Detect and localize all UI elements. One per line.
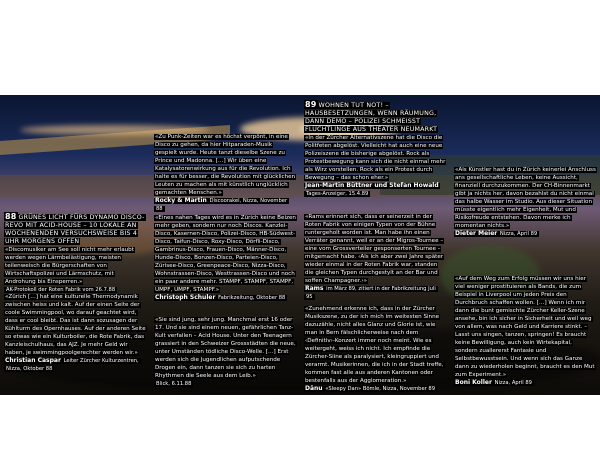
year-heading-text: GRÜNES LICHT FÜRS DYNAMO DISCO-REVO MIT ACID-HOUSE – 10 LOKALE AN WOCHENENDEN VERSUCHSWEISE BIS 4 UHR MORGENS OFFEN [5,214,145,245]
byline-source: «Sleepy Dan» Bömle, Nizza, November 89 [325,386,436,392]
byline-source: Nizza, April 89 [494,380,532,386]
quote-byline [304,182,446,198]
quote-byline [304,385,446,393]
quote-block [304,213,446,301]
byline [454,231,539,237]
quote-text-text: «Discomusiker am See soll nicht mehr erlaubt werden wegen Lärmbelästigung, meisten teilenweisch die Bürgerschaften von Wirtschaftspolizei und Lärmschutz, mit Androhung bis Einsperren.» [5,247,134,285]
byline-source: im März 89, zitiert in der Fabrikzeitung Juli 95 [306,286,436,300]
quote-block [4,213,146,294]
quote-byline [454,379,596,387]
quote-text-text: «Eines nahen Tages wird es in Zürich keine Beizen mehr geben, sondern nur noch Discos. Kanzlei-Disco, Kasernen-Disco, Polizei-Disco, HB-Südwest-Disco, Taifun-Disco, Roxy-Disco, Dörfli-Disco, Gambrinus-Disco, Frauen-Disco, Männer-Disco, Hunde-Disco, Bonzen-Disco, Parteien-Disco, Zürisee-Disco, Greenpeace-Disco, Nizza-Disco, Wohnstrassen-Disco, Westtrassen-Disco und noch ein paar andere mehr. STAMPF, STAMPF, STAMPF, UMPF, UMPF, STAMPF.» [155,215,296,293]
quote-block [154,214,296,302]
quote-block [304,305,446,393]
byline-source: Fabrikzeitung, Oktober 88 [218,295,286,301]
byline-name: Rams [305,285,324,292]
quote-text-text: «In der Zürcher Alternativszene hat die Disco die Politfeten abgelöst. Vielleicht hat auch eine neue Polizeiszene die bisherige abgelöst. Rock als Protestbewegung kann sich die nicht einmal mehr als Wirz vorstellen. Rock als ein Protest durch Bewegung – das schon eher.» [305,135,446,181]
quote-text-text: «Zürich […] hat eine kulturelle Thermodynamik zwischen heiss und kalt. Auf der einen Seite der coole Swimmingpool, wo darauf geachtet wird, dass er cool bleibt. Das ist dann sozusagen der Kühlturm des Opernhauses. Auf der anderen Seite so etwas wie ein Kulturboiler, die Rote Fabrik, das Kanzleischulhaus, das AJZ. Je mehr Geld wir haben, je swimmingpoolgerechter werden wir.» [5,294,146,356]
quote-text [154,214,296,294]
byline-name: Boni Koller [455,379,492,386]
byline [154,295,287,301]
byline [304,286,438,300]
quote-byline [4,357,146,373]
quote-byline [154,197,296,213]
quote-text-text: «Rams erinnert sich, dass er seinerzeit in der Roten Fabrik von einigen Typen von der Bühne runtergeholt worden ist. Man habe ihn einen Verräter genannt, weil er an der Migros-Tournee – eine vom Grossverteiler gesponserten Tournee – mitgemacht habe. ‹Als ich aber zwei Jahre später wieder einmal in der Roten Fabrik war, standen die gleichen Typen durchgestylt an der Bar und soffen Champagner.›» [305,214,444,284]
byline [454,380,534,386]
byline [304,183,440,197]
quote-text [304,305,446,385]
quote-text-text: «Zu Punk-Zeiten war es höchst verpönt, in eine Disco zu gehen, da hier Hitparaden-Musik gespielt wurde. Heute tanzt dieselbe Szene zu Prince und Madonna. […] Wir üben eine Katalysatorenwirkung aus für die Revolution. Ich halte es für besser, die Revolution mit glücklichen Leuten zu machen als mit künstlich unglücklich gemachten Menschen.» [155,134,296,196]
quote-text-text: «Auf dem Weg zum Erfolg müssen wir uns hier viel weniger prostituieren als Bands, die zum Beispiel in Liverpool um jeden Preis den Durchbruch schaffen wollen. […] Wenn ich mir dann die bunt gemischte Zürcher Keller-Szene ansehe, bin ich sicher in Sicherheit und weil weg von allem, was nach Geld und Karriere stinkt. – Lasst uns singen, tanzen, springen! Es braucht keine Bewilligung, auch kein Wirtekapital, sondern zuallererst Fantasie und Selbstbewusstsein. Und wenn sich das Ganze dann zu wiederholen beginnt, braucht es den Mut zum Experiment.» [455,276,595,378]
quote-text-text: «Als Künstler hast du in Zürich keinerlei Anschluss ans gesellschaftliche Leben, keine Aussicht, finanziell durchzukommen. Der CH-Binnenmarkt gibt ja nichts her, davon bezahlst du nicht einmal das halbe Wasser im Studio. Aus dieser Situation müsste eigentlich mehr Eigenheit, Mut und Risikofreude entstehen. Davon merke ich momentan nichts.» [455,167,596,229]
quote-byline [454,230,596,238]
byline-source: Tages-Anzeiger, 15.4.89 [306,191,369,197]
byline-source: AK-Protokoll der Roten Fabrik vom 26.7.88 [6,287,116,293]
quote-text-text: «Sie sind jung, sehr jung. Manchmal erst 16 oder 17. Und sie sind einem neuen, gefährlichen Tanz-Kult verfallen – Acid House. Unter den Teenagern grassiert in den Schweizer Grossstädten die neue, unter Umständen tödliche Disco-Welle. […] Erst werden sich die Jugendlichen aufputschende Drogen ein, dann tanzen sie sich zu harten Rhythmen die Seele aus dem Leib.» [155,317,296,379]
year-heading [304,101,446,134]
quote-block [454,275,596,387]
byline-name: Rocky & Martin [155,197,207,204]
byline-source: Blick, 6.11.88 [156,381,192,387]
byline-name: Jean-Martin Büttner und Stefan Howald [305,182,439,189]
byline-name: Dieter Meier [455,230,498,237]
quote-text-text: «Zunehmend erkenne ich, dass in der Zürcher Musikszene, zu der ich mich im weitesten Sinne dazuzähle, nicht alles Glanz und Glorie ist, wie man in Bern fälschlicherweise nach dem ‹Definitiv›-Konzert immer noch meint. Wie es weitergeht, weiss ich nicht. Ich empfinde die Zürcher-Siine als paralysiert, kleingruppiert und verarmt. Musikerinnen, die ich in der Stadt treffe, kommen fast alle aus anderen Kantonen oder bestenfalls aus der Agglomeration.» [305,306,444,384]
heading-number: 88 [5,212,17,221]
year-heading [4,213,146,246]
byline-source: Nizza, April 89 [499,231,538,237]
quote-text [4,293,146,357]
heading-number: 89 [305,100,317,109]
byline [304,386,437,392]
quote-text [154,133,296,197]
quote-byline [154,294,296,302]
quote-byline [304,285,446,301]
byline-name: Christoph Schuler [155,294,216,301]
quote-block [154,133,296,213]
byline [154,381,193,387]
quote-text [154,316,296,380]
quote-byline [154,380,296,388]
quote-text [304,134,446,182]
byline-source: Leiter Zürcher Kulturzentren, Nizza, Oktober 88 [6,358,139,372]
byline-source: Discoorakel, Nizza, November 88 [156,198,288,212]
quote-block [154,316,296,388]
byline [154,198,289,212]
year-heading-text: WOHNEN TUT NOT! – HAUSBESETZUNGEN, WENN RÄUMUNG, DANN DEMO – POLIZEI SCHMEISST FLÜCHTLINGE AUS THEATER NEUMARKT [305,102,438,133]
byline-name: Dänu [305,385,323,392]
byline [4,358,141,372]
quote-block [304,101,446,198]
quote-text [454,166,596,230]
byline-name: Christian Caspar [5,357,61,364]
quote-text [304,213,446,285]
quote-block [4,293,146,373]
quote-text [4,246,146,286]
quote-block [454,166,596,238]
quote-text [454,275,596,379]
